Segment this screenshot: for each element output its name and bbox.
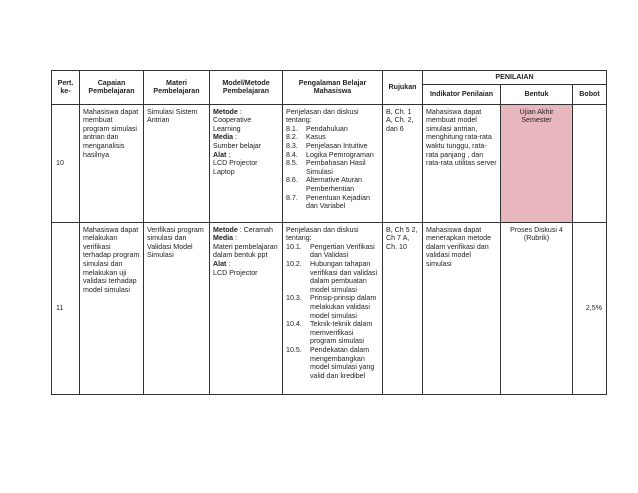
metode-label: Metode [213,107,238,116]
list-item: 10.5. Pendekatan dalam mengembangkan model simulasi yang valid dan kredibel [286,345,375,380]
media-sep: : [233,133,238,142]
list-item: 10.2. Hubungan tahapan verifikasi dan validasi dalam pembuatan model simulasi [286,259,378,294]
list-item: 8.4. Logika Pemrograman [286,150,374,159]
header-rujukan: Rujukan [383,71,423,105]
pert-cell: 10 [52,104,80,222]
metode-label: Metode [213,225,238,234]
list-item: 8.3. Penjelasan Intuitive [286,141,368,150]
header-penilaian: PENILAIAN [423,71,607,85]
alat-sep: : [226,259,231,268]
pengalaman-cell [283,104,383,222]
indikator-cell: Mahasiswa dapat membuat model simulasi antrian, menghitung rata-rata waktu tunggu, rata-rata panjang , dan rata-rata utilitas server [423,104,501,222]
rujukan-cell: B, Ch 5 2, Ch 7 A, Ch. 10 [383,222,423,394]
model-cell [210,104,283,222]
header-pert: Pert. ke- [52,71,80,105]
list-item: 8.2. Kasus [286,133,326,142]
pengalaman-intro: Penjelasan dan diskusi tentang: [286,225,359,243]
pengalaman-list [286,243,379,381]
list-item: 8.6. Alternative Aturan Pemberhentian [286,176,362,193]
rps-table-sheet [51,70,606,395]
model-cell [210,222,283,394]
list-item: 8.5. Pembahasan Hasil Simulasi [286,159,366,176]
metode-sep: : Ceramah [237,225,273,234]
indikator-cell: Mahasiswa dapat menerapkan metode dalam verifikasi dan validasi model simulasi [423,222,501,394]
metode-value: Cooperative Learning [213,116,252,133]
materi-cell: Verifikasi program simulasi dan Validasi Model Simulasi [144,222,210,394]
header-capaian: Capaian Pembelajaran [80,71,144,105]
media-value: Sumber belajar [213,141,262,150]
media-value: Materi pembelajaran dalam bentuk ppt [213,242,278,260]
list-item: 10.3. Prinsip-prinsip dalam melakukan validasi model simulasi [286,294,377,320]
list-item: 10.1. Pengertian Verifikasi dan Validasi [286,242,375,260]
alat-value: LCD Projector [213,268,258,277]
table-row [52,222,607,394]
pert-cell: 11 [52,222,80,394]
table-row [52,104,607,222]
header-indikator: Indikator Penilaian [423,84,501,104]
rps-table [51,70,607,395]
header-pengalaman: Pengalaman Belajar Mahasiswa [283,71,383,105]
pengalaman-list [286,125,379,211]
pengalaman-intro: Penjelasan dan diskusi tentang: [286,107,359,125]
alat-sep: : [226,150,231,159]
header-model: Model/Metode Pembelajaran [210,71,283,105]
header-materi: Materi Pembelajaran [144,71,210,105]
capaian-cell: Mahasiswa dapat melakukan verifikasi terhadap program simulasi dan melakukan uji validasi terhadap model simulasi [80,222,144,394]
alat-value: LCD Projector Laptop [213,159,258,176]
list-item: 8.7. Penentuan Kejadian dan Variabel [286,193,370,211]
bobot-cell [573,104,607,222]
bentuk-cell: Proses Diskusi 4 (Rubrik) [501,222,573,394]
materi-cell: Simulasi Sistem Antrian [144,104,210,222]
media-label: Media [213,133,234,142]
list-item: 8.1. Pendahuluan [286,124,348,133]
list-item: 10.4. Teknik-teknik dalam memverifikasi program simulasi [286,320,373,346]
pengalaman-cell [283,222,383,394]
capaian-cell: Mahasiswa dapat membuat program simulasi antrian dan menganalisis hasilnya [80,104,144,222]
media-sep: : [233,234,238,243]
media-label: Media [213,234,234,243]
alat-label: Alat [213,150,227,159]
header-bentuk: Bentuk [501,84,573,104]
bentuk-cell: Ujian Akhir Semester [501,104,573,222]
bobot-cell: 2,5% [573,222,607,394]
alat-label: Alat [213,259,227,268]
rujukan-cell: B, Ch. 1 A, Ch. 2, dan 6 [383,104,423,222]
header-bobot: Bobot [573,84,607,104]
metode-sep: : [237,107,242,116]
